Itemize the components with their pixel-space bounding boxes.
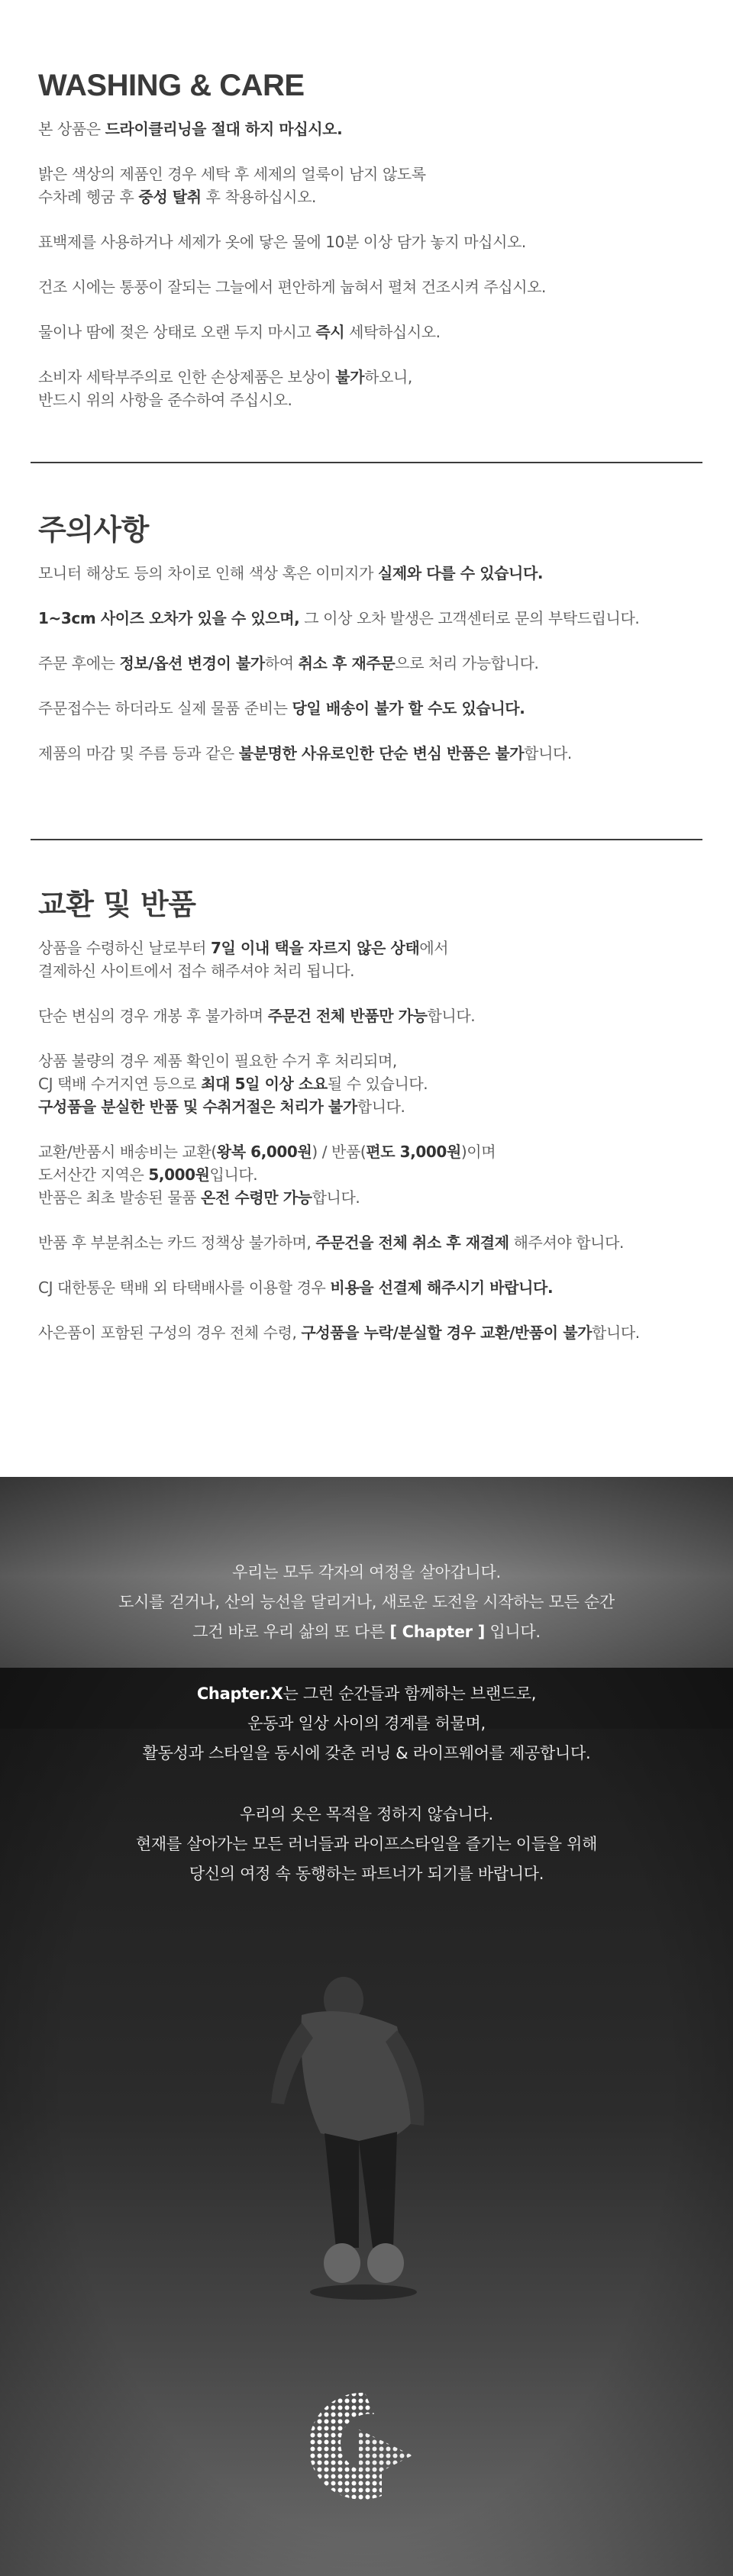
text-bold: 구성품을 분실한 반품 및 수취거절은 처리가 불가: [38, 1097, 357, 1116]
text-bold: 5,000원: [148, 1165, 210, 1184]
text: 입니다.: [485, 1623, 541, 1641]
exchange-p6: [38, 1276, 710, 1299]
text: 밝은 색상의 제품인 경우 세탁 후 세제의 얼룩이 남지 않도록: [38, 165, 426, 183]
text-bold: 편도 3,000원: [366, 1142, 461, 1161]
text: 입니다.: [209, 1165, 258, 1184]
caution-p5: [38, 742, 710, 765]
brand-line: 도시를 걷거나, 산의 능선을 달리거나, 새로운 도전을 시작하는 모든 순간: [118, 1593, 615, 1611]
text: 세탁하십시오.: [344, 323, 441, 341]
text-bold: [ Chapter ]: [389, 1623, 486, 1641]
text: 합니다.: [427, 1006, 476, 1025]
text: 하오니,: [364, 368, 412, 386]
caution-p3: [38, 652, 710, 675]
text: 합니다.: [592, 1323, 640, 1342]
text-bold: 주문건을 전체 취소 후 재결제: [315, 1233, 509, 1252]
section-divider: [31, 462, 702, 463]
text: 는 그런 순간들과 함께하는 브랜드로,: [283, 1685, 537, 1703]
exchange-section: [38, 888, 710, 1366]
text-bold: 드라이클리닝을 절대 하지 마십시오.: [105, 120, 343, 138]
text: 해주셔야 합니다.: [509, 1233, 624, 1252]
washing-p1: [38, 118, 710, 140]
text-bold: 최대 5일 이상 소요: [201, 1074, 328, 1093]
text: ) / 반품(: [312, 1142, 366, 1161]
caution-p2: [38, 607, 710, 630]
brand-line: 우리는 모두 각자의 여정을 살아갑니다.: [232, 1563, 501, 1581]
text-bold: 왕복 6,000원: [216, 1142, 312, 1161]
text: 주문 후에는: [38, 653, 120, 672]
caution-p1: [38, 562, 710, 585]
brand-line: [0, 1679, 733, 1709]
text: 합니다.: [524, 743, 572, 762]
brand-line: 우리의 옷은 목적을 정하지 않습니다.: [240, 1805, 493, 1823]
caution-section: [38, 513, 710, 787]
exchange-p5: [38, 1231, 710, 1254]
text: )이며: [460, 1142, 496, 1161]
text: 도서산간 지역은: [38, 1165, 149, 1184]
text: 될 수 있습니다.: [327, 1074, 428, 1093]
text: 소비자 세탁부주의로 인한 손상제품은 보상이: [38, 368, 336, 386]
text: 합니다.: [357, 1097, 405, 1116]
text: 제품의 마감 및 주름 등과 같은: [38, 743, 239, 762]
text-bold: 불분명한 사유로인한 단순 변심 반품은 불가: [238, 743, 525, 762]
text: 그건 바로 우리 삶의 또 다른: [192, 1623, 390, 1641]
text: 반드시 위의 사항을 준수하여 주십시오.: [38, 391, 292, 409]
text: CJ 대한통운 택배 외 타택배사를 이용할 경우: [38, 1278, 331, 1297]
brand-line: [0, 1617, 733, 1647]
text: 하여: [264, 653, 299, 672]
text: 에서: [419, 938, 449, 957]
text: 교환/반품시 배송비는 교환(: [38, 1142, 217, 1161]
washing-care-section: [38, 67, 710, 434]
exchange-title: 교환 및 반품: [38, 888, 196, 921]
text: 단순 변심의 경우 개봉 후 불가하며: [38, 1006, 268, 1025]
exchange-p3: [38, 1049, 710, 1118]
brand-line: 운동과 일상 사이의 경계를 허물며,: [247, 1714, 486, 1733]
text-bold: 중성 탈취: [138, 188, 202, 206]
brand-line: 당신의 여정 속 동행하는 파트너가 되기를 바랍니다.: [189, 1865, 544, 1883]
text-bold: 취소 후 재주문: [298, 653, 396, 672]
text: 물이나 땀에 젖은 상태로 오랜 두지 마시고: [38, 323, 316, 341]
brand-line: 활동성과 스타일을 동시에 갖춘 러닝 & 라이프웨어를 제공합니다.: [142, 1744, 591, 1762]
text-bold: 1~3cm 사이즈 오차가 있을 수 있으며,: [38, 608, 300, 627]
text: 결제하신 사이트에서 접수 해주셔야 처리 됩니다.: [38, 961, 355, 980]
exchange-p4: [38, 1140, 710, 1209]
text-bold: 온전 수령만 가능: [201, 1188, 312, 1207]
text-bold: 정보/옵션 변경이 불가: [119, 653, 265, 672]
text: 반품 후 부분취소는 카드 정책상 불가하며,: [38, 1233, 316, 1252]
washing-care-title: WASHING & CARE: [38, 69, 305, 102]
text: 그 이상 오차 발생은 고객센터로 문의 부탁드립니다.: [299, 608, 640, 627]
text: CJ 택배 수거지연 등으로: [38, 1074, 202, 1093]
washing-p3: 표백제를 사용하거나 세제가 옷에 닿은 물에 10분 이상 담가 놓지 마십시오.: [38, 233, 526, 251]
text: 사은품이 포함된 구성의 경우 전체 수령,: [38, 1323, 302, 1342]
text: 으로 처리 가능합니다.: [395, 653, 539, 672]
washing-p6: [38, 366, 710, 411]
brand-description-block: [0, 1679, 733, 1768]
caution-p4: [38, 697, 710, 720]
brand-name: Chapter.X: [196, 1685, 283, 1703]
section-divider: [31, 839, 702, 840]
text-bold: 주문건 전체 반품만 가능: [267, 1006, 428, 1025]
text: 상품을 수령하신 날로부터: [38, 938, 211, 957]
washing-p5: [38, 321, 710, 343]
brand-photo-banner: [0, 1477, 733, 2576]
text: 후 착용하십시오.: [201, 188, 316, 206]
text: 수차례 헹굼 후: [38, 188, 139, 206]
text: 상품 불량의 경우 제품 확인이 필요한 수거 후 처리되며,: [38, 1051, 397, 1070]
text-bold: 실제와 다를 수 있습니다.: [377, 563, 544, 582]
text: 반품은 최초 발송된 물품: [38, 1188, 202, 1207]
brand-intro-block: [0, 1558, 733, 1647]
text: 주문접수는 하더라도 실제 물품 준비는: [38, 698, 292, 717]
text-bold: 즉시: [315, 323, 345, 341]
brand-mission-block: [0, 1800, 733, 1889]
washing-p4: 건조 시에는 통풍이 잘되는 그늘에서 편안하게 눕혀서 펼쳐 건조시켜 주십시오.: [38, 278, 547, 296]
text-bold: 비용을 선결제 해주시기 바랍니다.: [330, 1278, 554, 1297]
text-bold: 불가: [335, 368, 365, 386]
text-bold: 구성품을 누락/분실할 경우 교환/반품이 불가: [301, 1323, 593, 1342]
text: 본 상품은: [38, 120, 105, 138]
text: 합니다.: [312, 1188, 360, 1207]
washing-p2: [38, 163, 710, 208]
exchange-p7: [38, 1321, 710, 1344]
brand-line: 현재를 살아가는 모든 러너들과 라이프스타일을 즐기는 이들을 위해: [135, 1835, 598, 1853]
text-bold: 당일 배송이 불가 할 수도 있습니다.: [292, 698, 525, 717]
text-bold: 7일 이내 택을 자르지 않은 상태: [211, 938, 420, 957]
caution-title: 주의사항: [38, 513, 149, 546]
exchange-p1: [38, 937, 710, 982]
text: 모니터 해상도 등의 차이로 인해 색상 혹은 이미지가: [38, 563, 378, 582]
exchange-p2: [38, 1004, 710, 1027]
